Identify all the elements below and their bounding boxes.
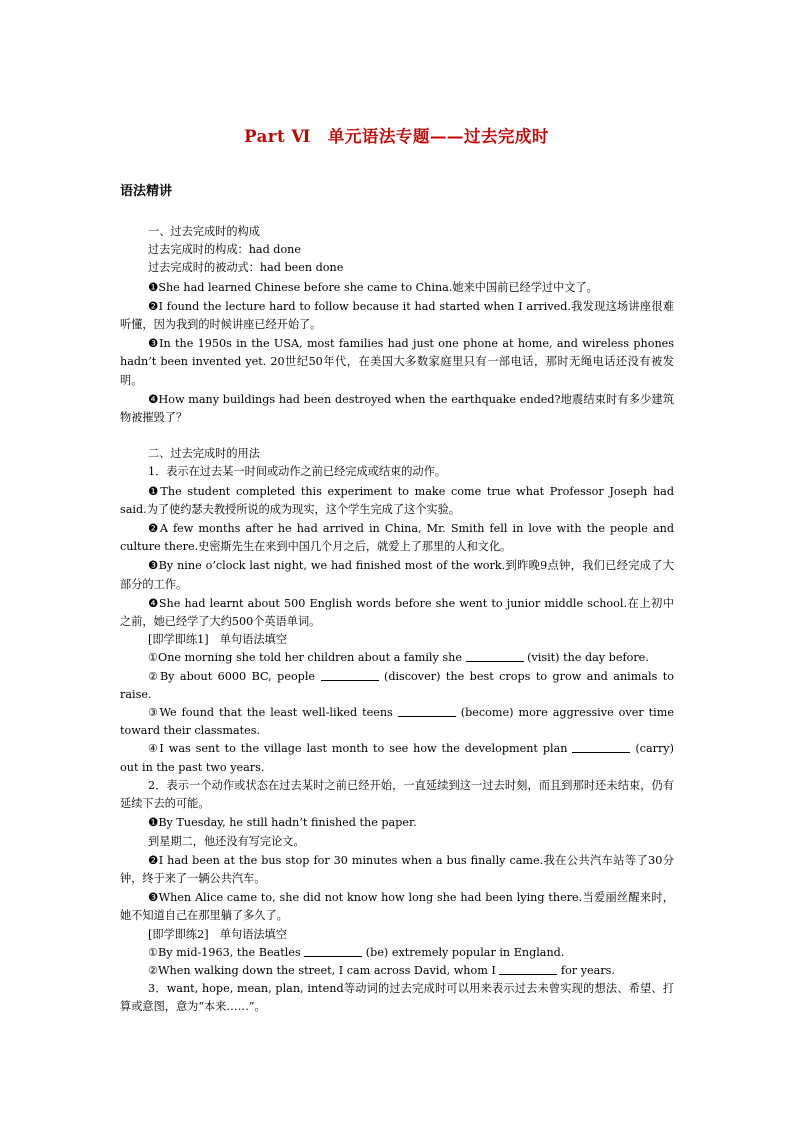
page-title: Part Ⅵ 单元语法专题——过去完成时 — [244, 127, 549, 146]
example-number: ❸ — [148, 336, 160, 351]
part1-form: 过去完成时的构成：had done — [148, 243, 302, 257]
example-number: ❷ — [148, 298, 159, 313]
part1-heading: 一、过去完成时的构成 — [148, 225, 260, 238]
example-number: ❶ — [148, 483, 161, 498]
practice-title: [即学即练1] 单句语法填空 — [148, 633, 287, 647]
example-number: ❶ — [148, 279, 159, 294]
example-number: ❹ — [148, 595, 159, 610]
spacer — [120, 427, 674, 445]
example-item — [120, 519, 674, 556]
example-number: ❶ — [148, 815, 159, 830]
practice-text-before: When walking down the street, I cam across David, whom I — [158, 963, 500, 977]
practice-number: ① — [148, 945, 159, 959]
practice-item — [120, 962, 674, 980]
practice-text-after: (be) extremely popular in England. — [362, 945, 565, 959]
example-text: She had learnt about 500 English words before she went to junior middle school.在上初中之前，她已经学了大约500个英语单词。 — [120, 596, 674, 629]
example-text: The student completed this experiment to make come true what Professor Joseph had said.为了使约瑟夫教授所说的成为现实，这个学生完成了这个实验。 — [120, 484, 675, 516]
example-number: ❸ — [148, 558, 159, 573]
practice-text-before: By mid-1963, the Beatles — [158, 945, 305, 959]
section-heading: 语法精讲 — [120, 184, 173, 199]
answer-blank — [466, 650, 524, 662]
practice-text-before: By about 6000 BC, people — [159, 669, 321, 683]
example-item — [120, 390, 674, 427]
example-text: I found the lecture hard to follow because it had started when I arrived.我发现这场讲座很难听懂，因为我到的时候讲座已经开始了。 — [120, 299, 675, 332]
usage-3: 3．want, hope, mean, plan, intend等动词的过去完成时可以用来表示过去未曾实现的想法、希望、打算或意图，意为“本来……”。 — [120, 982, 674, 1014]
example-text: When Alice came to, she did not know how long she had been lying there.当爱丽丝醒来时，她不知道自己在那里躺了多久了。 — [120, 891, 674, 923]
example-item — [120, 556, 674, 593]
practice-text-before: One morning she told her children about a family she — [158, 651, 466, 665]
answer-blank — [572, 741, 630, 753]
practice-title: [即学即练2] 单句语法填空 — [148, 927, 287, 941]
example-item — [120, 278, 674, 297]
example-item — [120, 297, 674, 334]
example-item — [120, 813, 674, 832]
part1-passive: 过去完成时的被动式：had been done — [148, 261, 344, 275]
example-text: She had learned Chinese before she came to China.她来中国前已经学过中文了。 — [158, 280, 598, 294]
practice-item — [120, 668, 674, 704]
usage-1: 1．表示在过去某一时间或动作之前已经完成或结束的动作。 — [148, 465, 446, 479]
example-text: In the 1950s in the USA, most families had just one phone at home, and wireless phones hadn’t been invented yet. 20世纪50年代，在美国大多数家庭里只有一部电话，那时无绳电话还没有被发明。 — [120, 337, 675, 387]
practice-item — [120, 649, 674, 667]
practice-text-after: for years. — [557, 963, 615, 977]
answer-blank — [499, 963, 557, 975]
example-item — [120, 888, 674, 925]
usage-2: 2．表示一个动作或状态在过去某时之前已经开始，一直延续到这一过去时刻，而且到那时还未结束，仍有延续下去的可能。 — [120, 778, 674, 811]
answer-blank — [304, 945, 362, 957]
example-text: How many buildings had been destroyed when the earthquake ended?地震结束时有多少建筑物被摧毁了？ — [120, 392, 675, 425]
example-number: ❷ — [148, 852, 159, 867]
example-item — [120, 594, 674, 631]
example-translation: 到星期二，他还没有写完论文。 — [148, 834, 305, 848]
practice-text-before: I was sent to the village last month to see how the development plan — [159, 742, 573, 756]
practice-text-after: (discover) the best crops to grow and animals to raise. — [120, 669, 675, 701]
practice-text-before: We found that the least well-liked teens — [159, 706, 398, 720]
part2-heading: 二、过去完成时的用法 — [148, 447, 260, 461]
example-text: By Tuesday, he still hadn’t finished the paper. — [158, 816, 417, 830]
practice-text-after: (visit) the day before. — [523, 651, 649, 665]
practice-number: ② — [148, 669, 160, 683]
example-number: ❸ — [148, 890, 159, 905]
practice-text-after: (carry) out in the past two years. — [120, 742, 674, 774]
example-text: A few months after he had arrived in China, Mr. Smith fell in love with the people and culture there.史密斯先生在来到中国几个月之后，就爱上了那里的人和文化。 — [120, 522, 675, 554]
practice-item — [120, 740, 674, 776]
answer-blank — [321, 669, 379, 681]
practice-item — [120, 704, 674, 740]
practice-number: ① — [148, 651, 159, 665]
example-text: By nine o’clock last night, we had finished most of the work.到昨晚9点钟，我们已经完成了大部分的工作。 — [120, 559, 674, 591]
example-number: ❷ — [148, 521, 160, 536]
practice-item — [120, 944, 674, 962]
practice-number: ② — [148, 963, 159, 977]
practice-number: ④ — [148, 742, 160, 756]
example-number: ❹ — [148, 391, 159, 406]
example-item — [120, 334, 674, 390]
example-item — [120, 851, 674, 888]
document-body — [120, 223, 674, 1017]
answer-blank — [398, 705, 456, 717]
practice-text-after: (become) more aggressive over time toward their classmates. — [120, 706, 674, 738]
example-item — [120, 482, 674, 519]
practice-number: ③ — [148, 706, 160, 720]
example-text: I had been at the bus stop for 30 minutes when a bus finally came.我在公共汽车站等了30分钟，终于来了一辆公共汽车。 — [120, 853, 675, 885]
